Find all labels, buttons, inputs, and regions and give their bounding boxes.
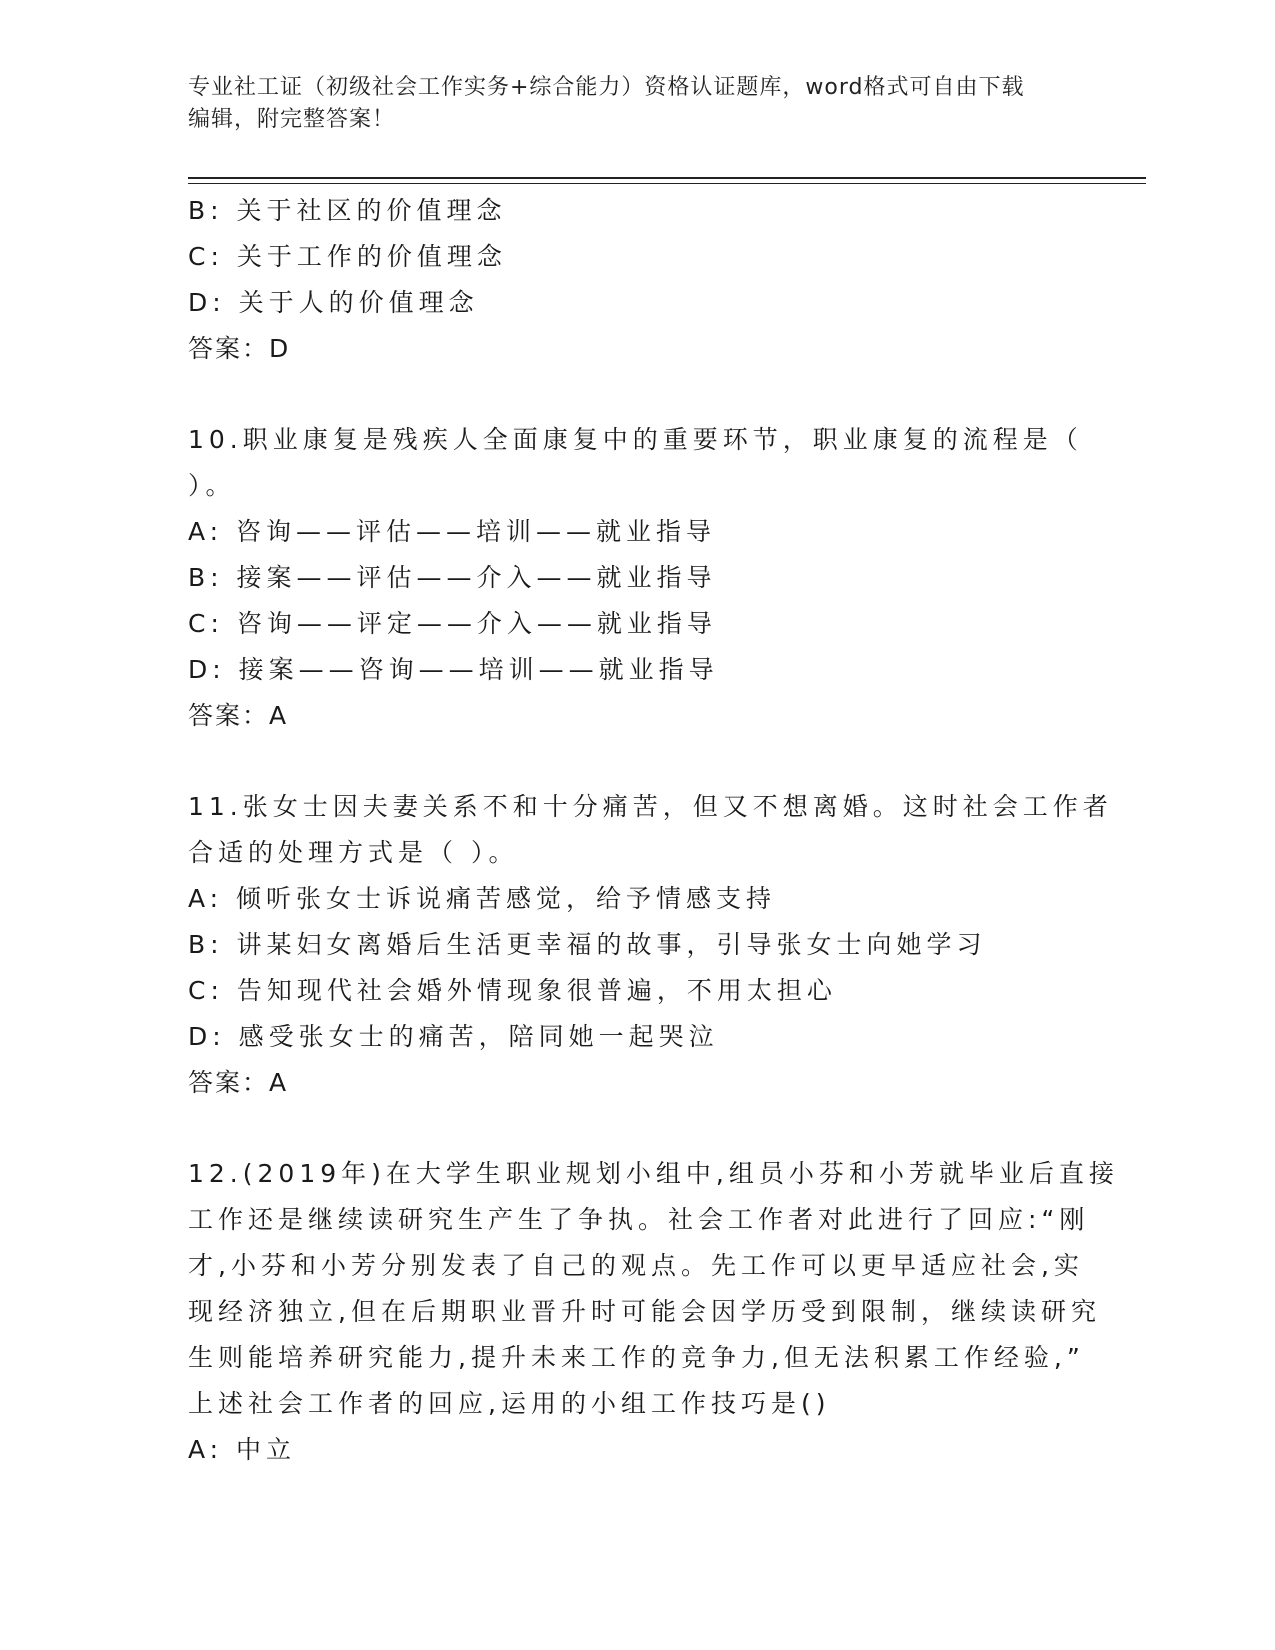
question-12 [188,1151,1119,1473]
answer-line: 答案：D [188,334,291,363]
page-header [188,72,1088,136]
header-title-line-1: 专业社工证（初级社会工作实务+综合能力）资格认证题库，word格式可自由下载 [188,75,1025,100]
answer-line: 答案：A [188,701,289,730]
question-stem: 12.(2019年)在大学生职业规划小组中,组员小芬和小芳就毕业后直接 [188,1159,1119,1188]
option-b: B: 关于社区的价值理念 [188,196,507,225]
answer-line: 答案：A [188,1068,289,1097]
question-stem: 才,小芬和小芳分别发表了自己的观点。先工作可以更早适应社会,实 [188,1251,1084,1280]
option-a: A: 中立 [188,1435,297,1464]
option-d: D: 感受张女士的痛苦，陪同她一起哭泣 [188,1022,719,1051]
header-title-line-2: 编辑，附完整答案！ [188,107,396,132]
question-stem: 工作还是继续读研究生产生了争执。社会工作者对此进行了回应:“刚 [188,1205,1090,1234]
header-divider-thick [188,177,1146,179]
spacer [188,1106,1088,1151]
option-c: C: 告知现代社会婚外情现象很普遍，不用太担心 [188,976,837,1005]
option-d: D: 接案——咨询——培训——就业指导 [188,655,719,684]
question-9 [188,188,1088,372]
question-stem: 生则能培养研究能力,提升未来工作的竞争力,但无法积累工作经验,” [188,1343,1085,1372]
header-divider-thin [188,183,1146,184]
option-c: C: 关于工作的价值理念 [188,242,507,271]
question-content [188,188,1119,1473]
option-d: D: 关于人的价值理念 [188,288,479,317]
question-stem: ）。 [188,471,236,500]
option-a: A: 倾听张女士诉说痛苦感觉，给予情感支持 [188,884,777,913]
option-a: A: 咨询——评估——培训——就业指导 [188,517,717,546]
option-b: B: 接案——评估——介入——就业指导 [188,563,717,592]
spacer [188,739,1088,784]
option-b: B: 讲某妇女离婚后生活更幸福的故事，引导张女士向她学习 [188,930,987,959]
option-c: C: 咨询——评定——介入——就业指导 [188,609,717,638]
question-stem: 现经济独立,但在后期职业晋升时可能会因学历受到限制，继续读研究 [188,1297,1101,1326]
question-stem: 10.职业康复是残疾人全面康复中的重要环节，职业康复的流程是（ [188,425,1083,454]
question-stem: 11.张女士因夫妻关系不和十分痛苦，但又不想离婚。这时社会工作者 [188,792,1113,821]
question-10 [188,417,1088,739]
spacer [188,372,1088,417]
question-stem: 合适的处理方式是（ ）。 [188,838,519,867]
question-11 [188,784,1113,1106]
question-stem: 上述社会工作者的回应,运用的小组工作技巧是() [188,1389,831,1418]
